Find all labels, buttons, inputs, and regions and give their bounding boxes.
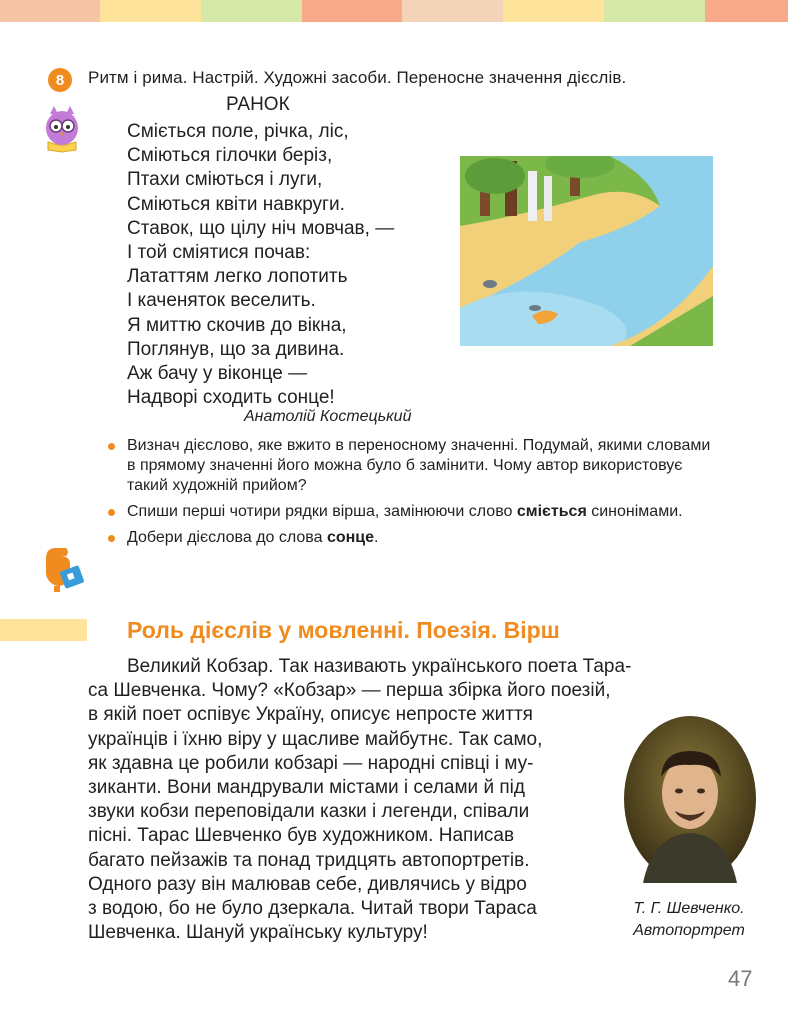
- poem-line: Надворі сходить сонце!: [127, 387, 335, 409]
- lake-illustration: [460, 156, 713, 346]
- task-text: .: [374, 529, 379, 546]
- poem-line: І той сміятися почав:: [127, 242, 311, 264]
- poem-author: Анатолій Костецький: [244, 408, 412, 425]
- top-bar-segment: [302, 0, 402, 22]
- text-line: Одного разу він малював себе, дивлячись у відро: [88, 873, 527, 895]
- owl-reading-icon: [42, 104, 82, 154]
- text-line: багато пейзажів та понад тридцять автопортретів.: [88, 849, 530, 871]
- task-item: [107, 528, 717, 548]
- poem-line: Сміються гілочки беріз,: [127, 145, 333, 167]
- text-line: пісні. Тарас Шевченко був художником. Написав: [88, 825, 515, 847]
- task-item: [107, 436, 717, 496]
- task-keyword: сонце: [326, 529, 375, 546]
- task-text: Спиши перші чотири рядки вірша, замінюючи слово: [127, 503, 517, 520]
- text-line: з водою, бо не було дзеркала. Читай твори Тараса: [88, 898, 537, 920]
- task-text: Добери дієслова до слова: [127, 529, 327, 546]
- top-bar-segment: [604, 0, 705, 22]
- hand-notebook-icon: [40, 544, 86, 594]
- poem-line: Аж бачу у віконце —: [127, 363, 308, 385]
- poem-line: Поглянув, що за дивина.: [127, 338, 345, 360]
- portrait-caption: [610, 898, 768, 942]
- poem-line: І каченяток веселить.: [127, 290, 316, 312]
- text-line: як здавна це робили кобзарі — народні співці і му-: [88, 752, 534, 774]
- text-line: звуки кобзи переповідали казки і легенди, співали: [88, 801, 530, 823]
- exercise-title: Ритм і рима. Настрій. Художні засоби. Переносне значення дієслів.: [88, 68, 627, 87]
- task-keyword: сміється: [516, 503, 587, 520]
- task-list: [107, 436, 717, 554]
- page-number: 47: [728, 966, 753, 991]
- top-color-bar: [0, 0, 788, 22]
- caption-line: Т. Г. Шевченко.: [633, 900, 745, 917]
- top-bar-segment: [402, 0, 503, 22]
- poem-line: Сміється поле, річка, ліс,: [127, 121, 349, 142]
- caption-line: Автопортрет: [633, 922, 745, 939]
- text-line: са Шевченка. Чому? «Кобзар» — перша збірка його поезій,: [88, 680, 611, 702]
- task-text: синонімами.: [586, 503, 683, 520]
- text-line: в якій поет оспівує Україну, описує непросте життя: [88, 704, 533, 726]
- top-bar-segment: [0, 0, 100, 22]
- top-bar-segment: [201, 0, 302, 22]
- bullet-icon: [108, 509, 115, 516]
- text-line: Великий Кобзар. Так називають українського поета Тара-: [127, 656, 632, 677]
- poem-line: Лататтям легко лопотить: [127, 266, 348, 288]
- section-marker: [0, 619, 87, 641]
- poem-text: [127, 120, 394, 410]
- poem-title: РАНОК: [226, 94, 290, 115]
- text-line: Шевченка. Шануй українську культуру!: [88, 922, 428, 944]
- poem-line: Я миттю скочив до вікна,: [127, 314, 347, 336]
- poem-line: Сміються квіти навкруги.: [127, 193, 345, 215]
- section-title: Роль дієслів у мовленні. Поезія. Вірш: [127, 617, 560, 643]
- top-bar-segment: [503, 0, 604, 22]
- top-bar-segment: [100, 0, 201, 22]
- exercise-number: 8: [48, 68, 72, 92]
- task-item: [107, 502, 717, 522]
- text-line: зиканти. Вони мандрували містами і селами й під: [88, 777, 525, 799]
- bullet-icon: [108, 443, 115, 450]
- poem-line: Ставок, що цілу ніч мовчав, —: [127, 217, 395, 239]
- text-line: українців і їхню віру у щасливе майбутнє. Так само,: [88, 728, 543, 750]
- shevchenko-portrait: [623, 715, 757, 883]
- poem-line: Птахи сміються і луги,: [127, 169, 323, 191]
- task-text: Визнач дієслово, яке вжито в переносному значенні. Подумай, якими словами в прямому значенні його можна було б замінити. Чому автор використовує такий художній прийом?: [127, 437, 711, 494]
- top-bar-segment: [705, 0, 788, 22]
- bullet-icon: [108, 535, 115, 542]
